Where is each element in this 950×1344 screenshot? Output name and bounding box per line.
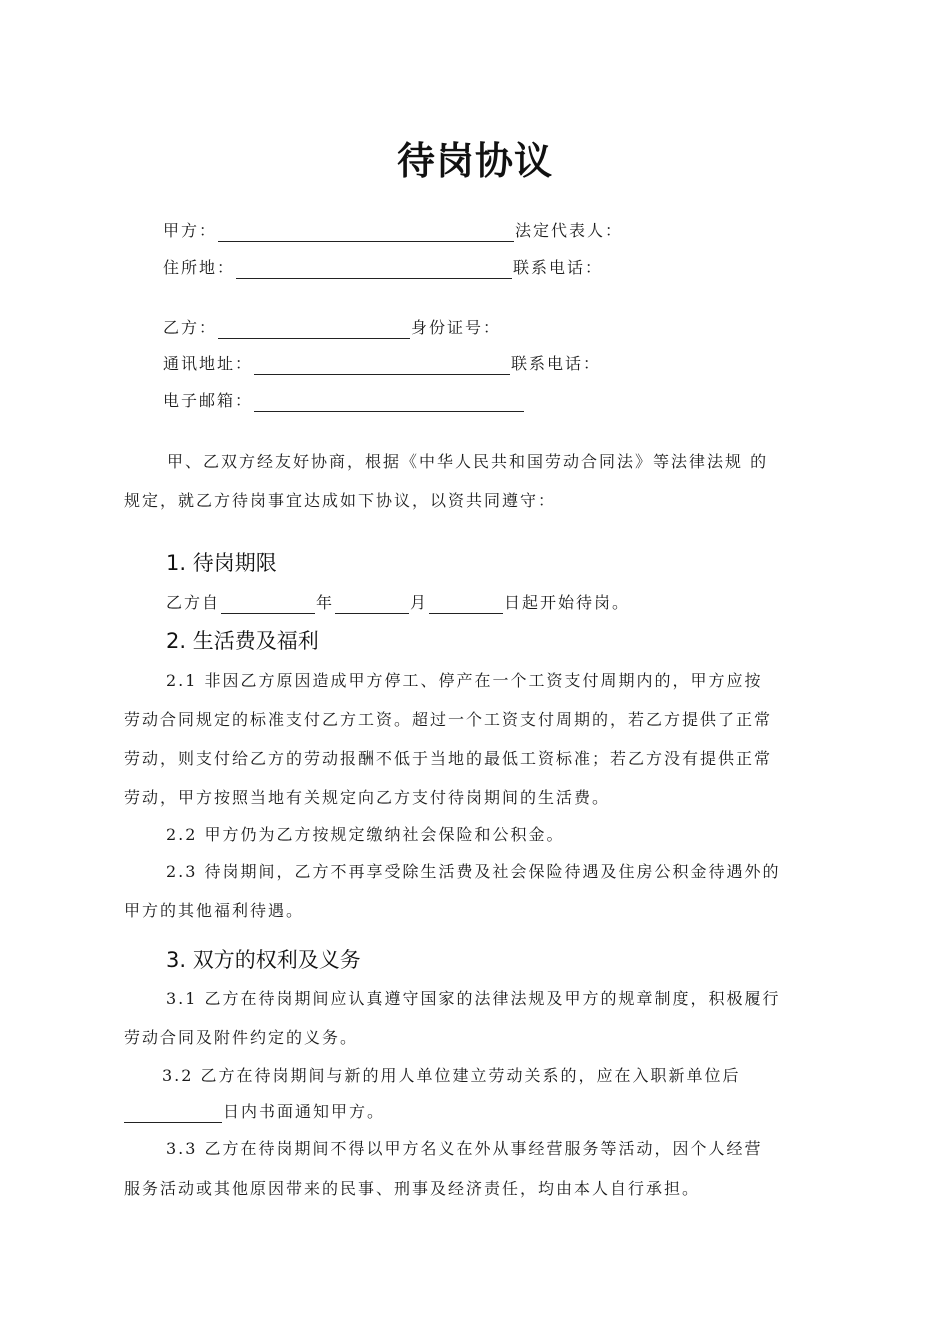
party-a-address-label: 住所地： [163, 258, 236, 277]
clause-3-3-line-1: 3.3 乙方在待岗期间不得以甲方名义在外从事经营服务等活动，因个人经营 [166, 1139, 763, 1158]
party-b-phone-label: 联系电话： [511, 354, 602, 373]
clause-3-2-suffix: 日内书面通知甲方。 [223, 1102, 386, 1121]
clause-2-1-line-1: 2.1 非因乙方原因造成甲方停工、停产在一个工资支付周期内的，甲方应按 [166, 671, 763, 690]
party-b-address-field[interactable] [254, 358, 510, 375]
party-b-id-label: 身份证号： [411, 318, 502, 337]
clause-2-2: 2.2 甲方仍为乙方按规定缴纳社会保险和公积金。 [166, 825, 565, 844]
year-label: 年 [316, 593, 335, 612]
section-1-date-row [166, 592, 630, 614]
document-title: 待岗协议 [396, 139, 553, 183]
party-a-name-field[interactable] [218, 225, 514, 242]
section-1-heading: 1. 待岗期限 [166, 551, 277, 575]
clause-3-1-line-2: 劳动合同及附件约定的义务。 [124, 1028, 359, 1047]
clause-2-3-line-2: 甲方的其他福利待遇。 [124, 901, 305, 920]
clause-3-1-line-1: 3.1 乙方在待岗期间应认真遵守国家的法律法规及甲方的规章制度，积极履行 [166, 989, 781, 1008]
party-b-name-field[interactable] [218, 322, 410, 339]
clause-3-3-line-2: 服务活动或其他原因带来的民事、刑事及经济责任，均由本人自行承担。 [124, 1179, 701, 1198]
section-2-heading: 2. 生活费及福利 [166, 629, 319, 653]
clause-2-1-line-2: 劳动合同规定的标准支付乙方工资。超过一个工资支付周期的，若乙方提供了正常 [124, 710, 773, 729]
party-a-address-field[interactable] [236, 262, 512, 279]
start-day-field[interactable] [429, 597, 503, 614]
party-b-address-row [163, 353, 601, 375]
clause-3-2-line-2 [124, 1101, 385, 1123]
clause-3-2-line-1: 3.2 乙方在待岗期间与新的用人单位建立劳动关系的，应在入职新单位后 [162, 1066, 741, 1085]
party-b-label: 乙方： [163, 318, 218, 337]
party-b-email-row [163, 390, 525, 412]
start-month-field[interactable] [335, 597, 409, 614]
party-b-row [163, 317, 501, 339]
party-b-email-label: 电子邮箱： [163, 391, 254, 410]
start-prefix: 乙方自 [166, 593, 221, 612]
start-suffix: 日起开始待岗。 [504, 593, 631, 612]
notify-days-field[interactable] [124, 1106, 222, 1123]
party-a-rep-label: 法定代表人： [515, 221, 624, 240]
intro-line-1: 甲、乙双方经友好协商，根据《中华人民共和国劳动合同法》等法律法规 的 [167, 452, 769, 471]
party-a-phone-label: 联系电话： [513, 258, 604, 277]
clause-2-3-line-1: 2.3 待岗期间，乙方不再享受除生活费及社会保险待遇及住房公积金待遇外的 [166, 862, 781, 881]
clause-2-1-line-4: 劳动，甲方按照当地有关规定向乙方支付待岗期间的生活费。 [124, 788, 611, 807]
party-a-row [163, 220, 623, 242]
clause-2-1-line-3: 劳动，则支付给乙方的劳动报酬不低于当地的最低工资标准；若乙方没有提供正常 [124, 749, 773, 768]
party-b-address-label: 通讯地址： [163, 354, 254, 373]
party-b-email-field[interactable] [254, 395, 524, 412]
party-a-label: 甲方： [163, 221, 218, 240]
month-label: 月 [410, 593, 429, 612]
section-3-heading: 3. 双方的权利及义务 [166, 948, 361, 972]
intro-line-2: 规定，就乙方待岗事宜达成如下协议，以资共同遵守： [124, 491, 557, 510]
party-a-address-row [163, 257, 603, 279]
start-year-field[interactable] [221, 597, 315, 614]
